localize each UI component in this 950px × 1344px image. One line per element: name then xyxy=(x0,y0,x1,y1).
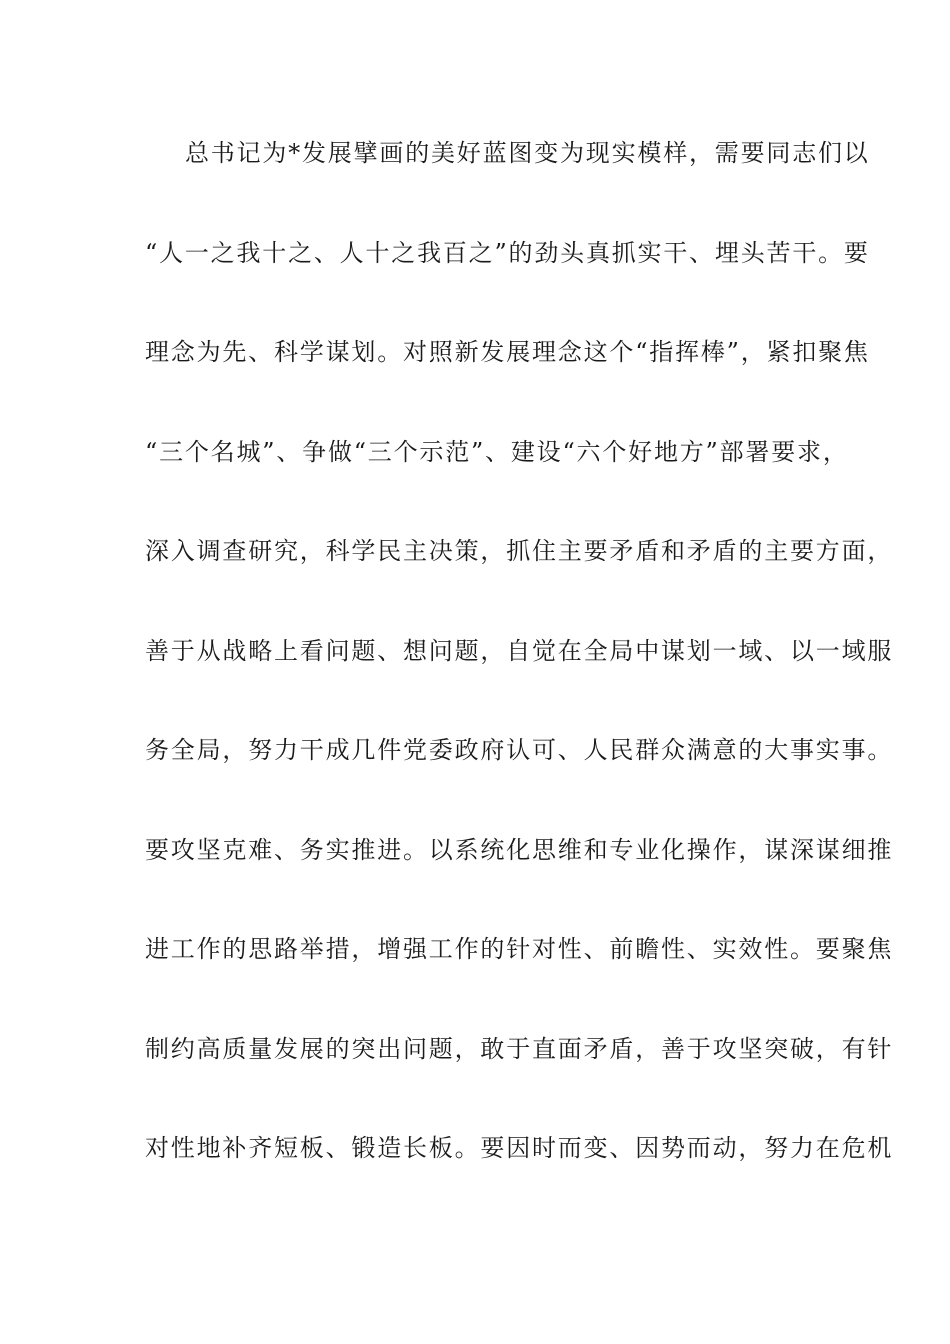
text-line: 理念为先、科学谋划。对照新发展理念这个“指挥棒”，紧扣聚焦 xyxy=(145,338,870,366)
text-line: 善于从战略上看问题、想问题，自觉在全局中谋划一域、以一域服 xyxy=(145,636,894,665)
text-line: 制约高质量发展的突出问题，敢于直面矛盾，善于攻坚突破，有针 xyxy=(145,1034,894,1063)
text-line: 对性地补齐短板、锻造长板。要因时而变、因势而动，努力在危机 xyxy=(145,1134,894,1162)
text-line: 进工作的思路举措，增强工作的针对性、前瞻性、实效性。要聚焦 xyxy=(145,935,894,963)
text-line: “人一之我十之、人十之我百之”的劲头真抓实干、埋头苦干。要 xyxy=(145,238,870,267)
text-line: “三个名城”、争做“三个示范”、建设“六个好地方”部署要求， xyxy=(145,437,849,466)
body-text xyxy=(145,133,894,1228)
text-line: 要攻坚克难、务实推进。以系统化思维和专业化操作，谋深谋细推 xyxy=(145,835,894,864)
text-line: 深入调查研究，科学民主决策，抓住主要矛盾和矛盾的主要方面， xyxy=(145,537,894,565)
text-line: 总书记为*发展擘画的美好蓝图变为现实模样，需要同志们以 xyxy=(185,139,870,167)
text-line: 务全局，努力干成几件党委政府认可、人民群众满意的大事实事。 xyxy=(145,736,894,764)
